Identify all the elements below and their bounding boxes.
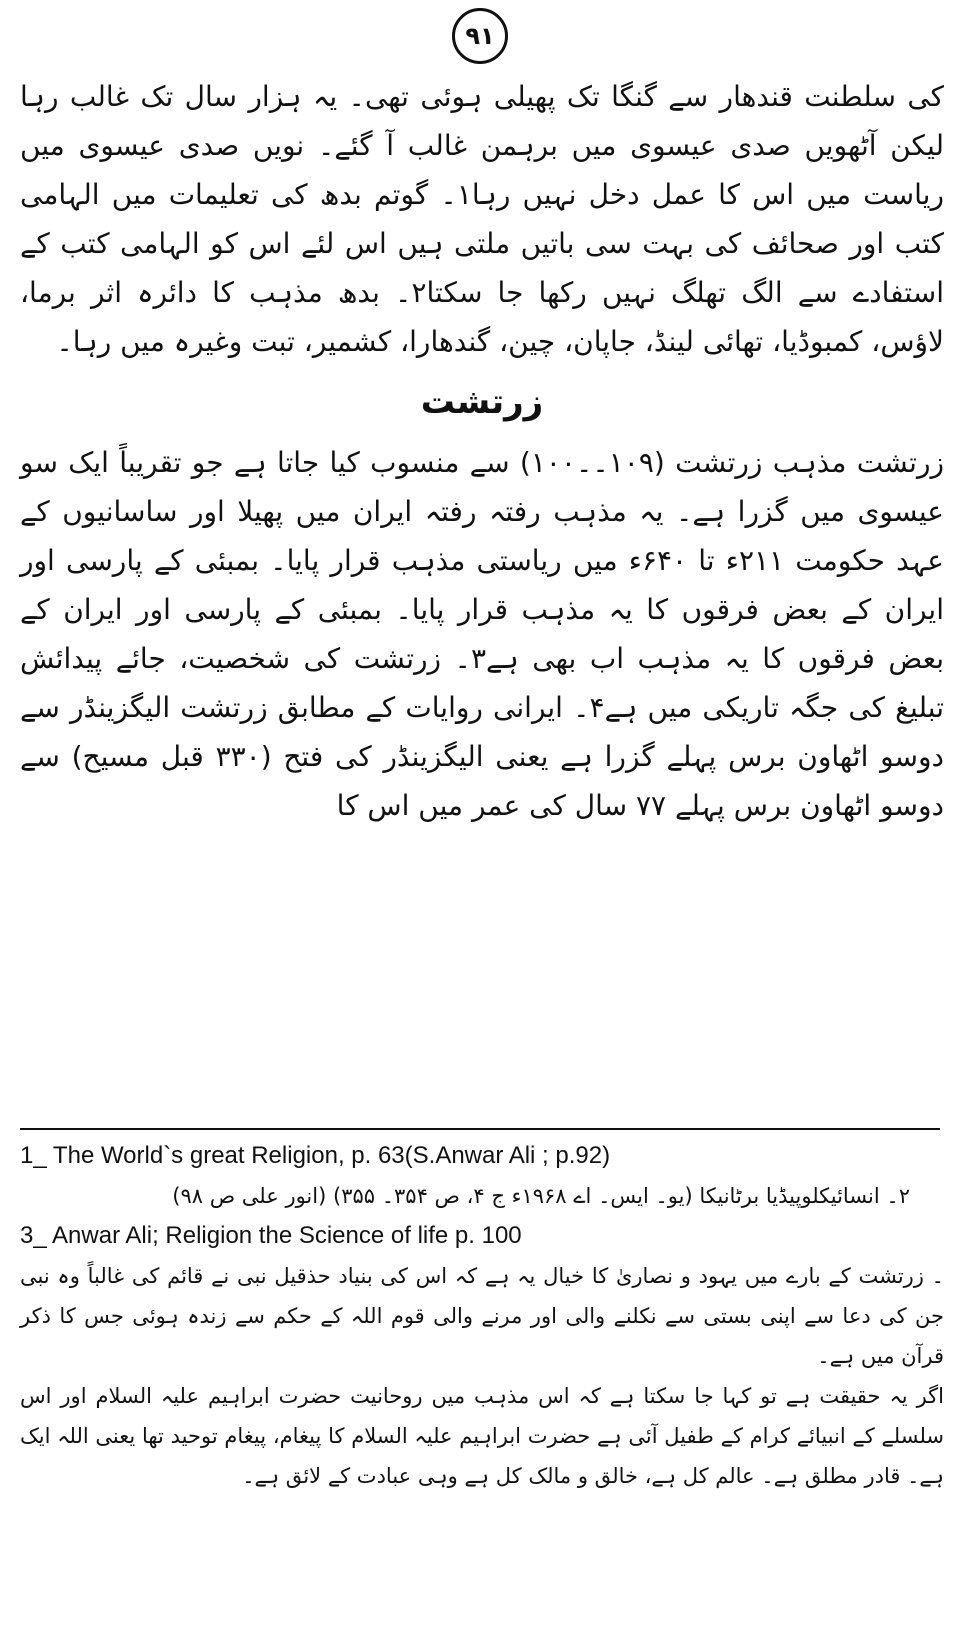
footnote-4-part-1: ۔ زرتشت کے بارے میں یہود و نصاریٰ کا خیال یہ ہے کہ اس کی بنیاد حذقیل نبی نے قائم کی غالباً وہ نبی جن کی دعا سے اپنی بستی سے نکلنے والی اور مرنے والی قوم اللہ کے حکم سے زندہ ہوئی جس کا ذکر قرآن میں ہے۔ [20, 1264, 944, 1368]
footnote-divider [20, 1128, 940, 1130]
main-text [20, 72, 944, 830]
footnote-3: 3_ Anwar Ali; Religion the Science of life p. 100 [20, 1222, 522, 1249]
paragraph-zoroaster: زرتشت مذہب زرتشت (۱۰۹۔۔۱۰۰) سے منسوب کیا جاتا ہے جو تقریباً ایک سو عیسوی میں گزرا ہے۔ یہ مذہب رفتہ رفتہ ایران میں پھیلا اور ساسانیوں کے عہد حکومت ۲۱۱ء تا ۶۴۰ء میں ریاستی مذہب قرار پایا۔ بمبئی کے پارسی اور ایران کے بعض فرقوں کا یہ مذہب قرار پایا۔ بمبئی کے پارسی اور ایران کے بعض فرقوں کا یہ مذہب اب بھی ہے۳۔ زرتشت کی شخصیت، جائے پیدائش تبلیغ کی جگہ تاریکی میں ہے۴۔ ایرانی روایات کے مطابق زرتشت الیگزینڈر سے دوسو اٹھاون برس پہلے گزرا ہے یعنی الیگزینڈر کی فتح (۳۳۰ قبل مسیح) سے دوسو اٹھاون برس پہلے ۷۷ سال کی عمر میں اس کا [20, 446, 945, 822]
page-number: ۹۱ [452, 8, 508, 64]
footnote-4-part-2: اگر یہ حقیقت ہے تو کہا جا سکتا ہے کہ اس مذہب میں روحانیت حضرت ابراہیم علیہ السلام اور اس سلسلے کے انبیائے کرام کے طفیل آئی ہے حضرت ابراہیم علیہ السلام کا پیغام، پیغام توحید تھا یعنی اللہ ایک ہے۔ قادر مطلق ہے۔ عالم کل ہے، خالق و مالک کل ہے وہی عبادت کے لائق ہے۔ [20, 1384, 944, 1488]
paragraph-buddhism: کی سلطنت قندھار سے گنگا تک پھیلی ہوئی تھی۔ یہ ہزار سال تک غالب رہا لیکن آٹھویں صدی عیسوی میں برہمن غالب آ گئے۔ نویں صدی عیسوی میں ریاست میں اس کا عمل دخل نہیں رہا۱۔ گوتم بدھ کی تعلیمات میں الہامی کتب اور صحائف کی بہت سی باتیں ملتی ہیں اس لئے اس کو الہامی کتب کے استفادے سے الگ تھلگ نہیں رکھا جا سکتا۲۔ بدھ مذہب کا دائرہ اثر برما، لاؤس، کمبوڈیا، تھائی لینڈ، جاپان، چین، گندھارا، کشمیر، تبت وغیرہ میں رہا۔ [20, 80, 944, 358]
footnote-1: 1_ The World`s great Religion, p. 63(S.Anwar Ali ; p.92) [20, 1142, 611, 1169]
footnotes [20, 1136, 944, 1496]
page-header [0, 8, 960, 64]
section-heading-zoroaster: زرتشت [420, 382, 544, 422]
footnote-2: ۲۔ انسائیکلوپیڈیا برٹانیکا (یو۔ ایس۔ اے ۱۹۶۸ء ج ۴، ص ۳۵۴۔ ۳۵۵) (انور علی ص ۹۸) [172, 1184, 910, 1208]
